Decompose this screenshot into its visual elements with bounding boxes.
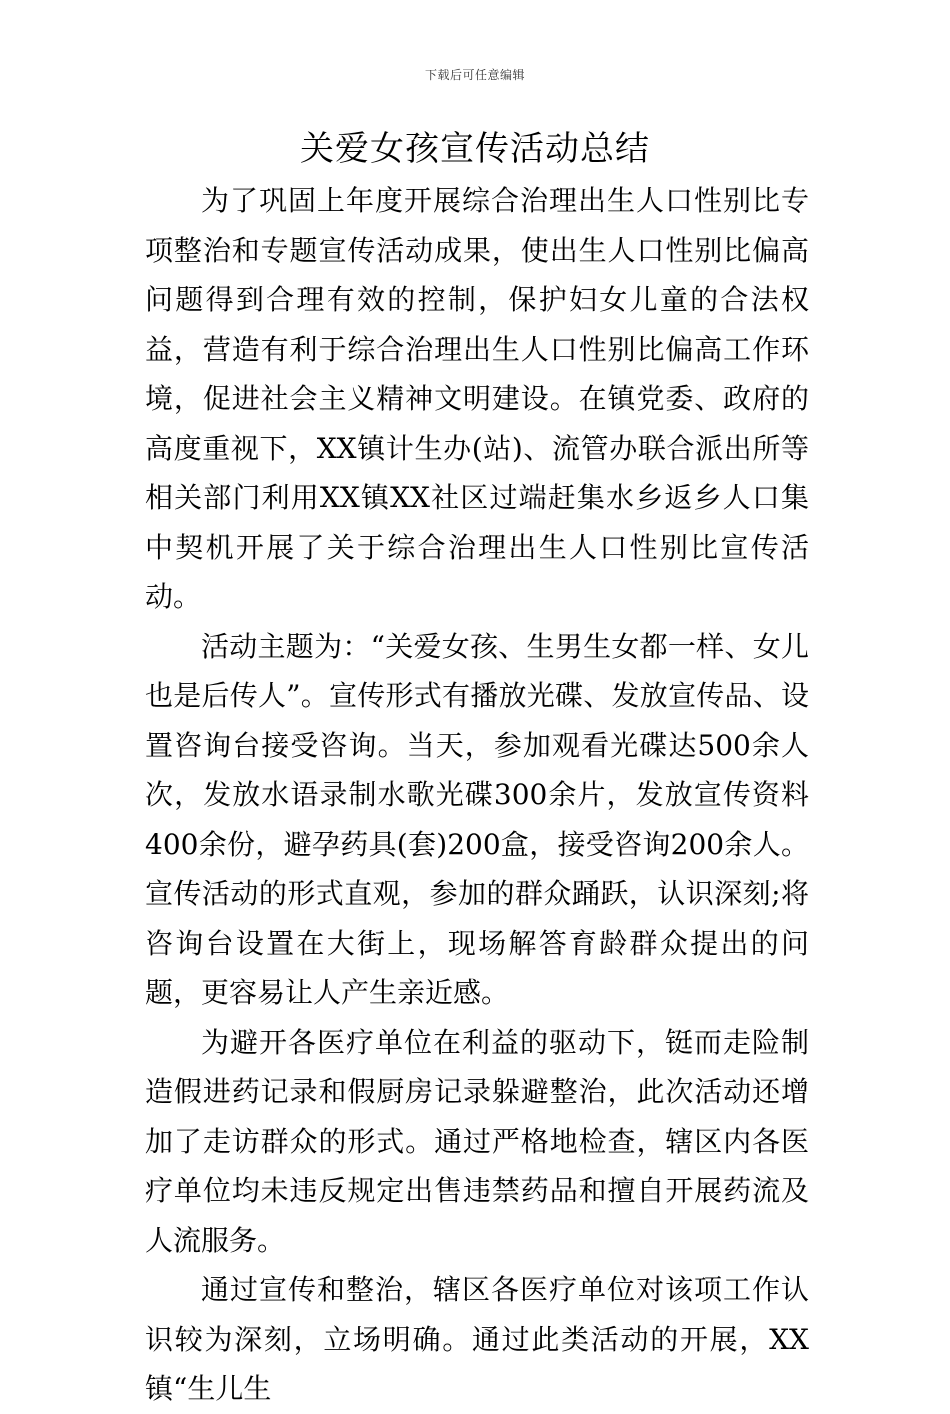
header-note: 下载后可任意编辑 <box>424 68 525 82</box>
paragraph-4: 通过宣传和整治，辖区各医疗单位对该项工作认识较为深刻，立场明确。通过此类活动的开展，XX镇“生儿生 <box>145 1273 809 1405</box>
paragraph-2: 活动主题为：“关爱女孩、生男生女都一样、女儿也是后传人”。宣传形式有播放光碟、发放宣传品、设置咨询台接受咨询。当天，参加观看光碟达500余人次，发放水语录制水歌光碟300余片，发放宣传资料400余份，避孕药具(套)200盒，接受咨询200余人。宣传活动的形式直观，参加的群众踊跃，认识深刻;将咨询台设置在大街上，现场解答育龄群众提出的问题，更容易让人产生亲近感。 <box>145 629 809 1009</box>
paragraph-3: 为避开各医疗单位在利益的驱动下，铤而走险制造假进药记录和假厨房记录躲避整治，此次活动还增加了走访群众的形式。通过严格地检查，辖区内各医疗单位均未违反规定出售违禁药品和擅自开展药流及人流服务。 <box>145 1025 809 1257</box>
paragraph-1: 为了巩固上年度开展综合治理出生人口性别比专项整治和专题宣传活动成果，使出生人口性别比偏高问题得到合理有效的控制，保护妇女儿童的合法权益，营造有利于综合治理出生人口性别比偏高工作环境，促进社会主义精神文明建设。在镇党委、政府的高度重视下，XX镇计生办(站)、流管办联合派出所等相关部门利用XX镇XX社区过端赶集水乡返乡人口集中契机开展了关于综合治理出生人口性别比宣传活动。 <box>145 184 809 613</box>
document-body <box>145 176 809 1414</box>
document-title: 关爱女孩宣传活动总结 <box>300 129 650 169</box>
